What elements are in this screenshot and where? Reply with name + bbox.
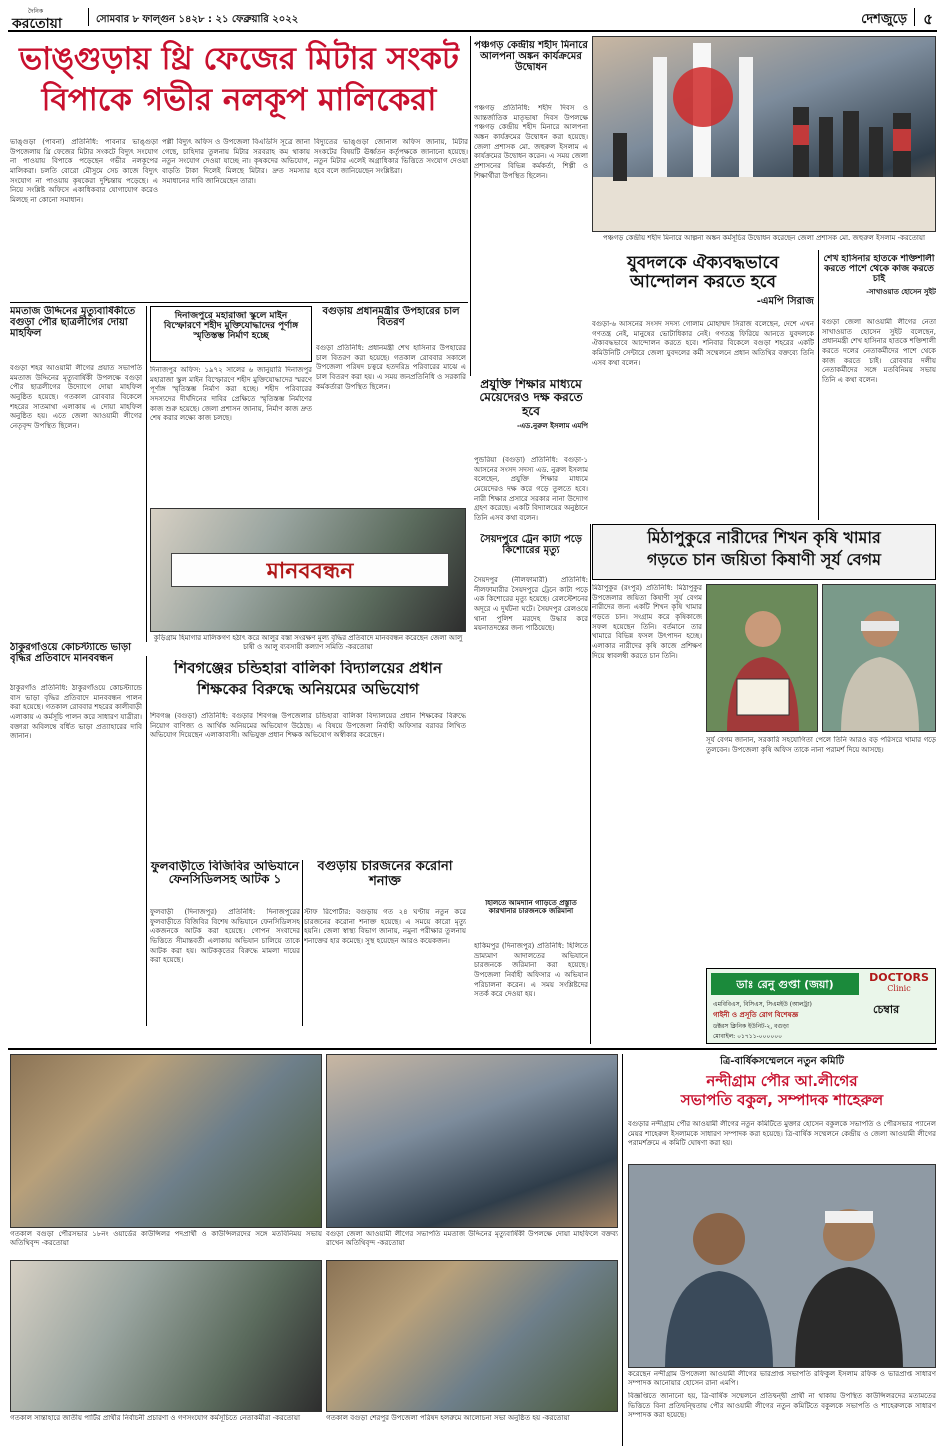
jubadal-body: বগুড়া-৬ আসনের সংসদ সদস্য গোলাম মোহাম্মদ সিরাজ বলেছেন, দেশে এখন গণতন্ত্র নেই, মানুষের ভোটাধিকার নেই। গণতন্ত্র ফিরিয়ে আনতে যুবদলকে ঐক্যবদ্ধভাবে আন্দোলন করতে হবে। শনিবার বিকেলে বগুড়া শহরের একটি কমিউনিটি সেন্টারে জেলা যুবদলের কর্মী সম্মেলনে প্রধান অতিথির বক্তব্যে তিনি এসব কথা বলেন। bbox=[592, 320, 814, 367]
lead-body-col2: পল্লী বিদ্যুৎ অফিস ও উপজেলা বিএডিসি সূত্রে জানা গেছে, চাহিদার তুলনায় মিটার সরবরাহ কম থাকায় নতুন সংযোগ দেওয়া যাচ্ছে না। কৃষকদের অভিযোগ, বাড়তি টাকা দিলেই মিলছে মিটার। দ্রুত সমস্যার সমাধানের দাবি জানিয়েছেন তারা। bbox=[162, 138, 310, 185]
bottom-photo-bl-caption: গতকাল সান্তাহারে জাতীয় পার্টির প্রার্থীর নির্বাচনী প্রচারণা ও গণসংযোগ কর্মসূচিতে নেতাকর্মীরা -করতোয়া bbox=[10, 1414, 300, 1422]
man-portrait-illustration bbox=[823, 585, 936, 732]
nandigram-photo bbox=[628, 1164, 936, 1368]
corona-body: স্টাফ রিপোর্টার: বগুড়ায় গত ২৪ ঘণ্টায় নতুন করে চারজনের করোনা শনাক্ত হয়েছে। এ সময়ে কারো মৃত্যু হয়নি। জেলা স্বাস্থ্য বিভাগ জানায়, নমুনা পরীক্ষার তুলনায় শনাক্তের হার কমেছে। সুস্থ হয়েছেন আরও কয়েকজন। bbox=[304, 908, 466, 945]
hili-body: হাকিমপুর (দিনাজপুর) প্রতিনিধি: হিলিতে ভ্রাম্যমাণ আদালতের অভিযানে চারজনকে জরিমানা করা হয়েছে। উপজেলা নির্বাহী অফিসার এ অভিযান পরিচালনা করেন। এ সময় সংশ্লিষ্টদের সতর্ক করে দেওয়া হয়। bbox=[474, 942, 588, 999]
women-edu-headline: প্রযুক্তি শিক্ষার মাধ্যমে মেয়েদেরও দক্ষ করতে হবে -এড.নুরুল ইসলাম এমপি bbox=[479, 378, 588, 431]
panchagarh-headline: পঞ্চগড় কেন্দ্রীয় শহীদ মিনারে আলপনা অঙ্কন কার্যক্রমের উদ্বোধন bbox=[474, 40, 588, 74]
mithapukur-photo-2 bbox=[822, 584, 936, 732]
mamtaj-headline: মমতাজ উদ্দিনের মৃত্যুবার্ষিকীতে বগুড়া পৌর ছাত্রলীগের দোয়া মাহফিল bbox=[10, 306, 136, 340]
corona-headline: বগুড়ায় চারজনের করোনা শনাক্ত bbox=[317, 860, 453, 889]
thakurgaon-headline: ঠাকুরগাঁওয়ে কোচস্ট্যান্ডে ভাড়া বৃদ্ধির প্রতিবাদে মানববন্ধন bbox=[10, 642, 132, 665]
shibganj-body: শিবগঞ্জ (বগুড়া) প্রতিনিধি: বগুড়ার শিবগঞ্জ উপজেলার চন্ডিহারা বালিকা বিদ্যালয়ের প্রধান শিক্ষকের বিরুদ্ধে নিয়োগ বাণিজ্য ও আর্থিক অনিয়মের অভিযোগ উঠেছে। এ বিষয়ে উপজেলা নির্বাহী অফিসার বরাবর লিখিত অভিযোগ দিয়েছেন এলাকাবাসী। অভিযুক্ত প্রধান শিক্ষক অভিযোগ অস্বীকার করেছেন। bbox=[150, 712, 466, 740]
doctor-ad-degree: এমবিবিএস, বিসিএস, সিএমইউ (আলট্রা) bbox=[713, 1001, 812, 1008]
saidpur-body: সৈয়দপুর (নীলফামারী) প্রতিনিধি: নীলফামারীর সৈয়দপুরে ট্রেনে কাটা পড়ে এক কিশোরের মৃত্যু হয়েছে। রেলস্টেশনের অদূরে এ দুর্ঘটনা ঘটে। সৈয়দপুর রেলওয়ে থানা পুলিশ মরদেহ উদ্ধার করে ময়নাতদন্তের জন্য পাঠিয়েছে। bbox=[474, 576, 588, 633]
section-name: দেশজুড়ে bbox=[861, 12, 907, 27]
two-men-portrait-illustration bbox=[629, 1165, 936, 1368]
doctor-ad-phone: মোবাইল: ০১৭১১-০০০০০০ bbox=[713, 1033, 783, 1040]
bottom-photo-left-caption: গতকাল বগুড়া পৌরসভার ১৮নং ওয়ার্ডের কাউন্সিলর পদপ্রার্থী ও কাউন্সিলরদের সঙ্গে মতবিনিময় সভায় অতিথিবৃন্দ -করতোয়া bbox=[10, 1230, 322, 1247]
lead-body-col1: ভাঙ্গুড়া (পাবনা) প্রতিনিধি: পাবনার ভাঙ্গুড়া উপজেলায় থ্রি ফেজের মিটার সংকটে বিদ্যুৎ সংযোগ না পাওয়ায় বিপাকে পড়েছেন গভীর নলকূপের মালিকরা। চলতি বোরো মৌসুমে সেচ কাজে বিদ্যুৎ সংযোগ না পাওয়ায় কৃষকেরা দুশ্চিন্তায় পড়েছে। এ নিয়ে সংশ্লিষ্ট অফিসে একাধিকবার যোগাযোগ করেও মিলছে না কোনো সমাধান। bbox=[10, 138, 158, 204]
doctor-ad-address: ডক্টরস ক্লিনিক ইউনিট-২, বগুড়া bbox=[713, 1023, 789, 1030]
dateline: সোমবার ৮ ফাল্গুন ১৪২৮ : ২১ ফেব্রুয়ারি ২০২২ bbox=[96, 14, 299, 25]
mithapukur-body-2: সূর্য বেগম জানান, সরকারি সহযোগিতা পেলে তিনি আরও বড় পরিসরে খামার গড়ে তুলবেন। উপজেলা কৃষি অফিস তাকে নানা পরামর্শ দিয়ে আসছে। bbox=[706, 736, 936, 754]
doctor-ad-clinic: DOCTORS Clinic bbox=[869, 971, 929, 993]
mithapukur-photo-1 bbox=[706, 584, 818, 732]
fulbari-headline: ফুলবাড়ীতে বিজিবির অভিযানে ফেনসিডিলসহ আটক ১ bbox=[150, 860, 300, 887]
paper-logo bbox=[8, 6, 88, 28]
doctor-ad-name-bar: ডাঃ রেনু গুপ্তা (জয়া) bbox=[711, 973, 859, 995]
paper-small-label: দৈনিক bbox=[28, 8, 44, 15]
women-edu-body: পুন্ডরিয়া (বগুড়া) প্রতিনিধি: বগুড়া-১ আসনের সংসদ সদস্য এড. নুরুল ইসলাম বলেছেন, প্রযুক্তি শিক্ষার মাধ্যমে মেয়েদেরও দক্ষ করে গড়ে তুলতে হবে। নারী শিক্ষার প্রসারে সরকার নানা উদ্যোগ গ্রহণ করেছে। একটি বিদ্যালয়ের অনুষ্ঠানে তিনি এসব কথা বলেন। bbox=[474, 456, 588, 522]
manobbondhon-photo bbox=[150, 508, 466, 632]
masthead bbox=[8, 6, 937, 32]
pm-relief-headline: বগুড়ায় প্রধানমন্ত্রীর উপহারের চাল বিতরণ bbox=[322, 306, 460, 329]
lead-headline bbox=[10, 36, 468, 134]
manobbondhon-caption: কুড়িগ্রাম হিমাগার মালিকগণ হঠাৎ করে আলুর বস্তা সংরক্ষণ মূল্য বৃদ্ধির প্রতিবাদে মানববন্ধন করেছেন জেলা আলু চাষী ও আলু ব্যবসায়ী কল্যাণ সমিতি -করতোয়া bbox=[153, 634, 463, 651]
doctor-ad-chamber: চেম্বার bbox=[873, 1003, 900, 1016]
dinajpur-headline-box: দিনাজপুরে মহারাজা স্কুলে মাইন বিস্ফোরণে শহীদ মুক্তিযোদ্ধাদের পূর্ণাঙ্গ স্মৃতিস্তম্ভ নির্মাণ হচ্ছে bbox=[150, 306, 312, 362]
sweet-headline: শেখ হাসিনার হাতকে শক্তিশালী করতে পাশে থেকে কাজ করতে চাই -সাখাওয়াত হোসেন সুইট bbox=[823, 254, 936, 297]
lead-headline-line1: ভাঙ্গুড়ায় থ্রি ফেজের মিটার সংকট bbox=[19, 41, 459, 77]
lead-headline-line2: বিপাকে গভীর নলকূপ মালিকেরা bbox=[41, 81, 437, 118]
mithapukur-body: মিঠাপুকুর (রংপুর) প্রতিনিধি: মিঠাপুকুর উপজেলার জয়িতা কিষাণী সূর্য বেগম নারীদের জন্য একটি শিখন কৃষি খামার গড়তে চান। সংগ্রাম করে কৃষিকাজে সফল হয়েছেন তিনি। বর্তমানে তার খামারে বিভিন্ন ফসল উৎপাদন হচ্ছে। এলাকার নারীদের কৃষি কাজে প্রশিক্ষণ দিয়ে স্বাবলম্বী করতে চান তিনি। bbox=[592, 584, 702, 660]
bottom-photo-bl bbox=[10, 1260, 322, 1412]
nandigram-headline: ত্রি-বার্ষিকসম্মেলনে নতুন কমিটি নন্দীগ্রাম পৌর আ.লীগের সভাপতি বকুল, সম্পাদক শাহেরুল bbox=[680, 1056, 884, 1109]
paper-name: করতোয়া bbox=[12, 16, 62, 28]
saidpur-headline: সৈয়দপুরে ট্রেন কাটা পড়ে কিশোরের মৃত্যু bbox=[480, 534, 582, 557]
nandigram-body: বগুড়ার নন্দীগ্রাম পৌর আওয়ামী লীগের নতুন কমিটিতে মুক্তার হোসেন বকুলকে সভাপতি ও পৌরসভার প্যানেল মেয়র শাহেরুল ইসলামকে সাধারণ সম্পাদক করা হয়েছে। ত্রি-বার্ষিক সম্মেলনে কেন্দ্রীয় ও জেলা আওয়ামী লীগের পরামর্শক্রমে এ কমিটি ঘোষণা করা হয়। bbox=[628, 1120, 936, 1148]
bottom-photo-bm bbox=[326, 1260, 618, 1412]
pm-relief-body: বগুড়া প্রতিনিধি: প্রধানমন্ত্রী শেখ হাসিনার উপহারের চাল বিতরণ করা হয়েছে। গতকাল রোববার সকালে উপজেলা পরিষদ চত্বরে হতদরিদ্র পরিবারের মাঝে এ চাল বিতরণ করা হয়। এ সময় জনপ্রতিনিধি ও সরকারি কর্মকর্তারা উপস্থিত ছিলেন। bbox=[316, 344, 466, 391]
panchagarh-photo-caption: পঞ্চগড় কেন্দ্রীয় শহীদ মিনারে আল্পনা অঙ্কন কর্মসূচির উদ্বোধন করেছেন জেলা প্রশাসক মো. জহুরুল ইসলাম -করতোয়া bbox=[602, 234, 926, 242]
jubadal-headline: যুবদলকে ঐক্যবদ্ধভাবে আন্দোলন করতে হবে -এমপি সিরাজ bbox=[627, 254, 814, 308]
nandigram-photo-caption: করেছেন নন্দীগ্রাম উপজেলা আওয়ামী লীগের ভারপ্রাপ্ত সভাপতি রফিকুল ইসলাম রফিক ও ভারপ্রাপ্ত সাধারণ সম্পাদক আনোয়ার হোসেন রানা এমপি। bbox=[628, 1370, 936, 1387]
page-number: ৫ bbox=[923, 10, 933, 28]
bottom-photo-left bbox=[10, 1054, 322, 1228]
doctor-ad bbox=[706, 968, 936, 1044]
sweet-body: বগুড়া জেলা আওয়ামী লীগের নেতা সাখাওয়াত হোসেন সুইট বলেছেন, প্রধানমন্ত্রী শেখ হাসিনার হাতকে শক্তিশালী করতে দলের নেতাকর্মীদের পাশে থেকে কাজ করতে চাই। রোববার দলীয় নেতাকর্মীদের সঙ্গে মতবিনিময় সভায় তিনি এ কথা বলেন। bbox=[822, 318, 936, 384]
bottom-photo-mid bbox=[326, 1054, 618, 1228]
mamtaj-body: বগুড়া শহর আওয়ামী লীগের প্রয়াত সভাপতি মমতাজ উদ্দিনের মৃত্যুবার্ষিকী উপলক্ষে বগুড়া পৌর ছাত্রলীগের উদ্যোগে দোয়া মাহফিল অনুষ্ঠিত হয়েছে। গতকাল রোববার বিকেলে শহরের সাতমাথা এলাকায় এ দোয়া মাহফিল অনুষ্ঠিত হয়। এতে জেলা আওয়ামী লীগের নেতৃবৃন্দ উপস্থিত ছিলেন। bbox=[10, 364, 142, 430]
fulbari-body: ফুলবাড়ী (দিনাজপুর) প্রতিনিধি: দিনাজপুরের ফুলবাড়ীতে বিজিবির বিশেষ অভিযানে ফেনসিডিলসহ একজনকে আটক করা হয়েছে। গোপন সংবাদের ভিত্তিতে সীমান্তবর্তী এলাকায় অভিযান চালিয়ে তাকে আটক করা হয়। আটককৃতের বিরুদ্ধে মামলা দায়ের করা হয়েছে। bbox=[150, 908, 300, 965]
shaheed-minar-illustration bbox=[593, 37, 936, 232]
woman-with-certificate-illustration bbox=[707, 585, 818, 732]
dinajpur-body: দিনাজপুর অফিস: ১৯৭২ সালের ৬ জানুয়ারি দিনাজপুর মহারাজা স্কুল মাইন বিস্ফোরণে শহীদ মুক্তিযোদ্ধাদের স্মরণে পূর্ণাঙ্গ স্মৃতিস্তম্ভ নির্মাণ করা হচ্ছে। শহীদ পরিবারের সদস্যদের দীর্ঘদিনের দাবির প্রেক্ষিতে স্মৃতিস্তম্ভ নির্মাণের কাজ শুরু হয়েছে। জেলা প্রশাসন জানায়, নির্মাণ কাজ দ্রুত শেষ করার লক্ষ্যে কাজ চলছে। bbox=[150, 366, 312, 423]
thakurgaon-body: ঠাকুরগাঁও প্রতিনিধি: ঠাকুরগাঁওয়ে কোচস্ট্যান্ডে বাস ভাড়া বৃদ্ধির প্রতিবাদে মানববন্ধন পালন করা হয়েছে। গতকাল রোববার শহরের কালীবাড়ী এলাকায় এ কর্মসূচি পালন করে সাধারণ যাত্রীরা। বক্তারা অবিলম্বে বর্ধিত ভাড়া প্রত্যাহারের দাবি জানান। bbox=[10, 684, 142, 741]
lead-body-col3: বিদ্যুতের ভাঙ্গুড়া জোনাল অফিস জানায়, মিটার সংকটের বিষয়টি ঊর্ধ্বতন কর্তৃপক্ষকে জানানো হয়েছে। নতুন মিটার এলেই অগ্রাধিকার ভিত্তিতে সংযোগ দেওয়া হবে বলে জানিয়েছেন সংশ্লিষ্টরা। bbox=[314, 138, 468, 175]
shibganj-headline: শিবগঞ্জের চন্ডিহারা বালিকা বিদ্যালয়ের প্রধান শিক্ষকের বিরুদ্ধে অনিয়মের অভিযোগ bbox=[174, 660, 442, 698]
hili-headline: হিলিতে আমদানি গাড়িতে প্রস্তুতি কারখানার চারজনকে জরিমানা bbox=[485, 900, 577, 915]
panchagarh-body: পঞ্চগড় প্রতিনিধি: শহীদ দিবস ও আন্তর্জাতিক মাতৃভাষা দিবস উপলক্ষে পঞ্চগড় কেন্দ্রীয় শহীদ মিনারে আলপনা অঙ্কন কার্যক্রমের উদ্বোধন করা হয়েছে। জেলা প্রশাসক মো. জহুরুল ইসলাম এ কার্যক্রমের উদ্বোধন করেন। এ সময় জেলা প্রশাসনের বিভিন্ন কর্মকর্তা, শিল্পী ও শিক্ষার্থীরা উপস্থিত ছিলেন। bbox=[474, 104, 588, 180]
mithapukur-headline-box: মিঠাপুকুরে নারীদের শিখন কৃষি খামার গড়তে চান জয়িতা কিষাণী সূর্য বেগম bbox=[592, 524, 936, 580]
bottom-photo-mid-caption: বগুড়া জেলা আওয়ামী লীগের সভাপতি মমতাজ উদ্দিনের মৃত্যুবার্ষিকী উপলক্ষে দোয়া মাহফিলে বক্তব্য রাখেন অতিথিবৃন্দ -করতোয়া bbox=[326, 1230, 618, 1247]
bottom-photo-bm-caption: গতকাল বগুড়া শেরপুর উপজেলা পরিষদ হলরুমে আলোচনা সভা অনুষ্ঠিত হয় -করতোয়া bbox=[326, 1414, 570, 1422]
nandigram-footnote: বিজ্ঞপ্তিতে জানানো হয়, ত্রি-বার্ষিক সম্মেলনে প্রতিদ্বন্দ্বী প্রার্থী না থাকায় উপস্থিত কাউন্সিলরদের মতামতের ভিত্তিতে বিনা প্রতিদ্বন্দ্বিতায় পৌর আওয়ামী লীগের নতুন কমিটিতে বকুলকে সভাপতি ও শাহেরুলকে সাধারণ সম্পাদক করা হয়েছে। bbox=[628, 1392, 936, 1420]
banner: মানববন্ধন bbox=[171, 553, 449, 587]
panchagarh-photo bbox=[592, 36, 936, 232]
doctor-ad-specialty: গাইনী ও প্রসূতি রোগ বিশেষজ্ঞ bbox=[713, 1010, 799, 1019]
